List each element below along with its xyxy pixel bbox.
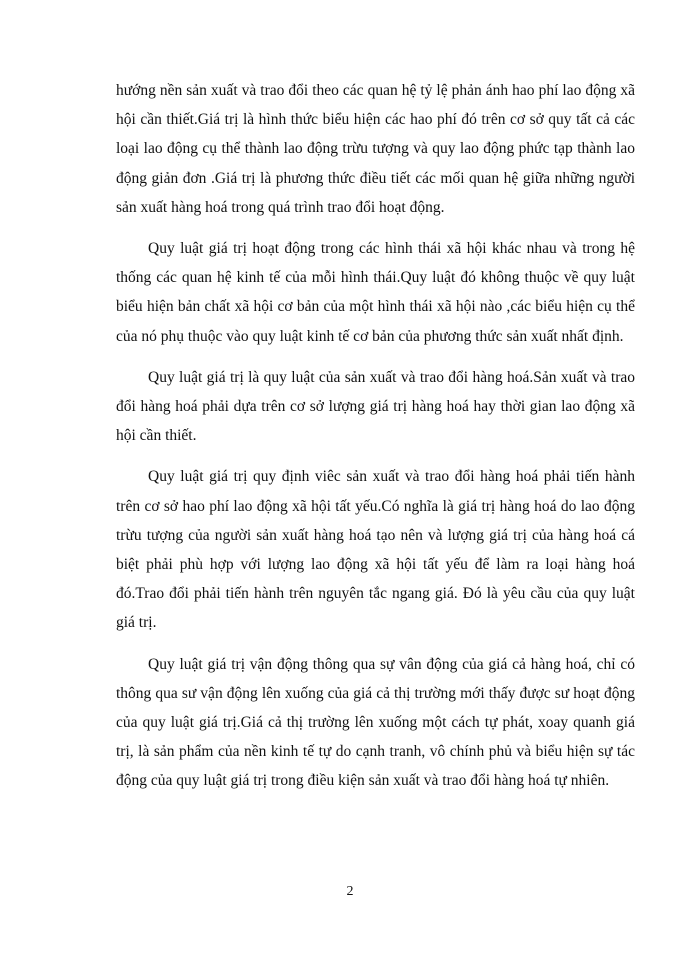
paragraph-5: Quy luật giá trị vận động thông qua sự vân động của giá cả hàng hoá, chỉ có thông qua sư vận động lên xuống của giá cả thị trường mới thấy được sư hoạt động của quy luật giá trị.Giá cả thị trường lên xuống một cách tự phát, xoay quanh giá trị, là sản phẩm của nền kinh tế tự do cạnh tranh, vô chính phủ và biểu hiện sự tác động của quy luật giá trị trong điều kiện sản xuất và trao đổi hàng hoá tự nhiên. xyxy=(116,655,635,790)
document-body xyxy=(116,76,635,808)
paragraph-4: Quy luật giá trị quy định viêc sản xuất và trao đổi hàng hoá phải tiến hành trên cơ sở hao phí lao động xã hội tất yếu.Có nghĩa là giá trị hàng hoá do lao động trừu tượng của người sản xuất hàng hoá tạo nên và lượng giá trị của hàng hoá cá biệt phải phù hợp với lượng lao động xã hội tất yếu để làm ra loại hàng hoá đó.Trao đổi phải tiến hành trên nguyên tắc ngang giá. Đó là yêu cầu của quy luật giá trị. xyxy=(116,468,635,632)
paragraph-1: hướng nền sản xuất và trao đổi theo các quan hệ tỷ lệ phản ánh hao phí lao động xã hội cần thiết.Giá trị là hình thức biểu hiện các hao phí đó trên cơ sở quy tất cả các loại lao động cụ thể thành lao động trừu tượng và quy lao động phức tạp thành lao động giản đơn .Giá trị là phương thức điều tiết các mối quan hệ giữa những người sản xuất hàng hoá trong quá trình trao đổi hoạt động. xyxy=(116,82,635,216)
paragraph-2: Quy luật giá trị hoạt động trong các hình thái xã hội khác nhau và trong hệ thống các quan hệ kinh tế của mỗi hình thái.Quy luật đó không thuộc về quy luật biểu hiện bản chất xã hội cơ bản của một hình thái xã hội nào ,các biểu hiện cụ thể của nó phụ thuộc vào quy luật kinh tế cơ bản của phương thức sản xuất nhất định. xyxy=(116,240,635,345)
page-number: 2 xyxy=(346,884,354,899)
paragraph-3: Quy luật giá trị là quy luật của sản xuất và trao đổi hàng hoá.Sản xuất và trao đổi hàng hoá phải dựa trên cơ sở lượng giá trị hàng hoá hay thời gian lao động xã hội cần thiết. xyxy=(116,368,635,445)
